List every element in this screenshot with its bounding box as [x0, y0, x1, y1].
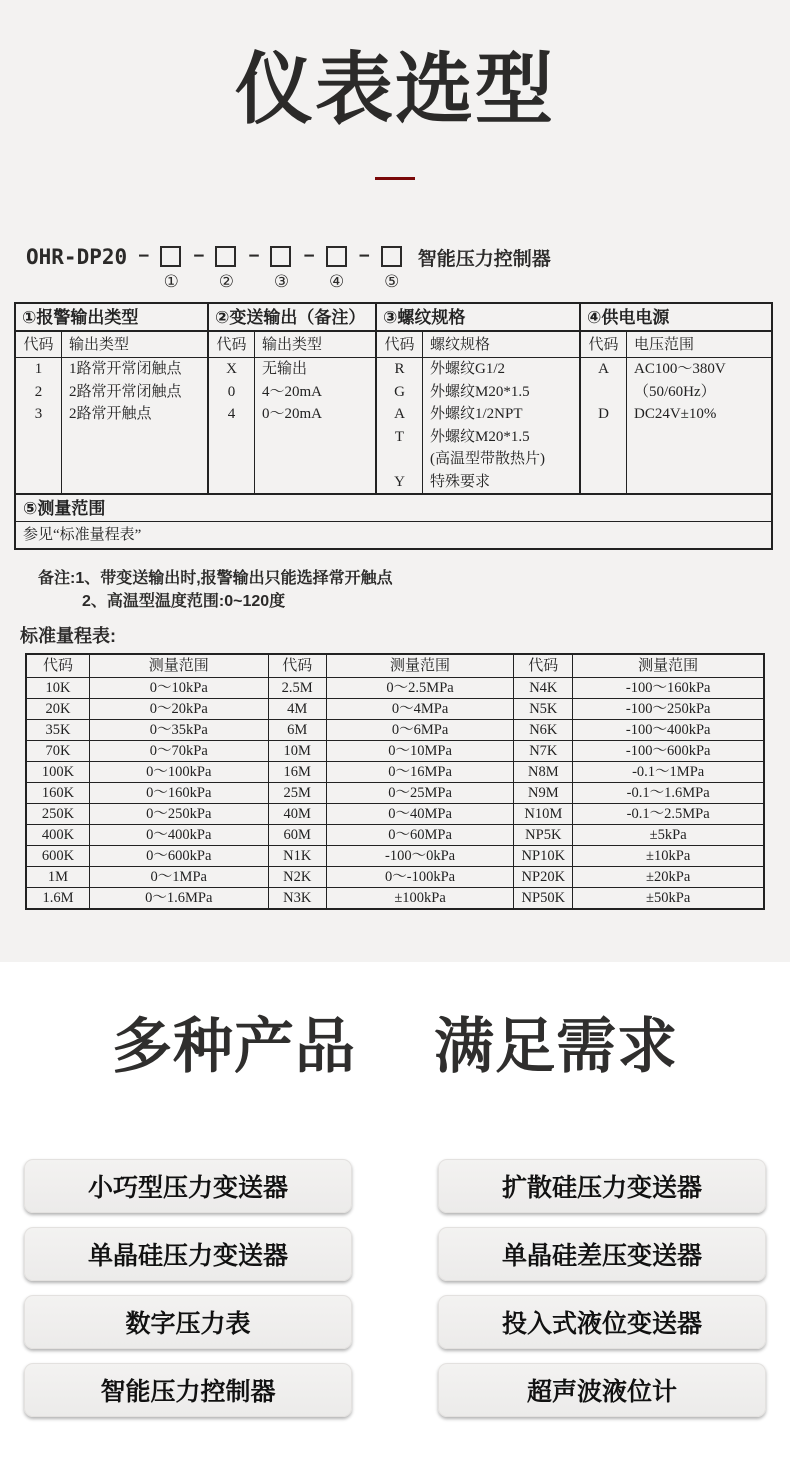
- code-cell: X: [226, 361, 237, 378]
- selection-section: [581, 304, 771, 493]
- standard-range-table: [25, 653, 765, 910]
- model-box-unit: [326, 246, 348, 292]
- range-table-cell: 160K: [26, 783, 89, 804]
- value-cell: 1路常开常闭触点: [69, 361, 182, 378]
- range-table-cell: -100～0kPa: [326, 846, 513, 867]
- section-body: [377, 332, 579, 493]
- range-table-cell: 70K: [26, 741, 89, 762]
- code-cell: D: [598, 406, 609, 423]
- code-cell: T: [394, 428, 405, 445]
- product-button-grid: [24, 1159, 766, 1417]
- range-table-cell: -100～400kPa: [573, 720, 764, 741]
- product-button[interactable]: 超声波液位计: [438, 1363, 766, 1417]
- remark-line-1: 备注:1、带变送输出时,报警输出只能选择常开触点: [38, 570, 393, 588]
- dash-separator: −: [138, 246, 150, 268]
- selection-section: [16, 304, 209, 493]
- products-heading: [0, 1012, 790, 1081]
- range-row-header: ⑤测量范围: [16, 493, 771, 521]
- section-header: ④供电电源: [581, 304, 771, 332]
- range-table-cell: 0～10kPa: [89, 678, 268, 699]
- range-table-cell: NP10K: [514, 846, 573, 867]
- range-table-header-cell: 测量范围: [573, 654, 764, 678]
- value-cell: 特殊要求: [430, 473, 491, 490]
- table-row: [26, 867, 764, 888]
- model-code-row: [26, 242, 790, 292]
- range-table-cell: -0.1～1.6MPa: [573, 783, 764, 804]
- model-prefix: OHR-DP20: [26, 245, 128, 270]
- range-table-cell: 35K: [26, 720, 89, 741]
- product-button[interactable]: 小巧型压力变送器: [24, 1159, 352, 1213]
- value-cell: 无输出: [262, 361, 308, 378]
- range-table-cell: 0～250kPa: [89, 804, 268, 825]
- position-marker: ⑤: [384, 272, 400, 292]
- range-table-cell: NP20K: [514, 867, 573, 888]
- section-header: ②变送输出（备注）: [209, 304, 375, 332]
- remarks: [0, 567, 790, 613]
- table-row: [26, 699, 764, 720]
- section-body: [581, 332, 771, 493]
- value-cell: (高温型带散热片): [430, 451, 545, 468]
- value-cell: （50/60Hz）: [634, 383, 716, 400]
- table-row: [26, 888, 764, 910]
- products-section: [0, 962, 790, 1417]
- product-button[interactable]: 智能压力控制器: [24, 1363, 352, 1417]
- range-table-cell: 25M: [268, 783, 326, 804]
- code-cell: G: [394, 383, 405, 400]
- range-table-cell: 0～60MPa: [326, 825, 513, 846]
- model-code-box: [215, 246, 236, 267]
- range-table-cell: ±10kPa: [573, 846, 764, 867]
- product-button[interactable]: 单晶硅压力变送器: [24, 1227, 352, 1281]
- value-column: [627, 332, 771, 493]
- range-table-cell: 100K: [26, 762, 89, 783]
- value-column-header: 输出类型: [62, 332, 207, 358]
- dash-separator: −: [358, 246, 370, 268]
- range-table-cell: 0～100kPa: [89, 762, 268, 783]
- code-cell: [377, 448, 422, 471]
- position-marker: ①: [163, 272, 179, 292]
- value-cell: 外螺纹M20*1.5: [430, 383, 530, 400]
- model-code-box: [160, 246, 181, 267]
- product-button[interactable]: 扩散硅压力变送器: [438, 1159, 766, 1213]
- range-table-cell: 16M: [268, 762, 326, 783]
- range-table-cell: NP5K: [514, 825, 573, 846]
- model-box-unit: [215, 246, 237, 292]
- range-table-header-row: [26, 654, 764, 678]
- range-table-cell: 0～600kPa: [89, 846, 268, 867]
- model-code-box: [326, 246, 347, 267]
- range-table-title: 标准量程表:: [20, 626, 116, 647]
- remark-line-2: 2、高温型温度范围:0~120度: [82, 593, 286, 611]
- range-table-cell: 250K: [26, 804, 89, 825]
- range-table-cell: -100～250kPa: [573, 699, 764, 720]
- range-table-cell: ±50kPa: [573, 888, 764, 910]
- code-cell: 2: [34, 383, 43, 400]
- code-cell: [581, 381, 626, 404]
- value-cell: 4～20mA: [262, 383, 323, 400]
- range-table-cell: -100～600kPa: [573, 741, 764, 762]
- code-cell: 4: [227, 406, 236, 423]
- range-table-header-cell: 代码: [268, 654, 326, 678]
- value-column: [423, 332, 579, 493]
- selection-section: [209, 304, 377, 493]
- value-cell: 外螺纹G1/2: [430, 361, 506, 378]
- code-column: [581, 332, 627, 493]
- code-column-header: 代码: [209, 332, 254, 358]
- section-body: [16, 332, 207, 493]
- range-table-cell: N3K: [268, 888, 326, 910]
- range-table-header-cell: 代码: [514, 654, 573, 678]
- range-table-cell: 0～25MPa: [326, 783, 513, 804]
- model-box-unit: [270, 246, 292, 292]
- selection-table-sections: [16, 304, 771, 493]
- value-cell: AC100～380V: [634, 361, 726, 378]
- range-table-cell: 6M: [268, 720, 326, 741]
- range-table-cell: 0～-100kPa: [326, 867, 513, 888]
- range-table-cell: 10M: [268, 741, 326, 762]
- code-column: [16, 332, 62, 493]
- range-table-cell: 40M: [268, 804, 326, 825]
- code-column-header: 代码: [16, 332, 61, 358]
- range-table-cell: 0～16MPa: [326, 762, 513, 783]
- range-table-cell: 0～160kPa: [89, 783, 268, 804]
- range-table-cell: 0～6MPa: [326, 720, 513, 741]
- table-row: [26, 762, 764, 783]
- position-marker: ③: [273, 272, 290, 292]
- range-table-cell: N6K: [514, 720, 573, 741]
- table-row: [26, 846, 764, 867]
- value-cell: 外螺纹1/2NPT: [430, 406, 523, 423]
- table-row: [26, 804, 764, 825]
- model-suffix: 智能压力控制器: [417, 248, 551, 270]
- dash-separator: −: [303, 246, 315, 268]
- range-table-cell: N10M: [514, 804, 573, 825]
- table-row: [26, 783, 764, 804]
- model-code-box: [381, 246, 402, 267]
- code-column-header: 代码: [377, 332, 422, 358]
- range-table-cell: -100～160kPa: [573, 678, 764, 699]
- code-cell: 1: [34, 361, 43, 378]
- code-cell: Y: [394, 473, 405, 490]
- range-table-cell: 1.6M: [26, 888, 89, 910]
- value-column-header: 输出类型: [255, 332, 375, 358]
- code-cell: A: [598, 361, 609, 378]
- product-button[interactable]: 数字压力表: [24, 1295, 352, 1349]
- range-table-cell: N2K: [268, 867, 326, 888]
- range-table-cell: -0.1～2.5MPa: [573, 804, 764, 825]
- dash-separator: −: [193, 246, 205, 268]
- range-table-cell: 0～1MPa: [89, 867, 268, 888]
- range-table-cell: 0～2.5MPa: [326, 678, 513, 699]
- range-table-header-cell: 代码: [26, 654, 89, 678]
- range-table-cell: ±20kPa: [573, 867, 764, 888]
- table-row: [26, 720, 764, 741]
- range-table-cell: N9M: [514, 783, 573, 804]
- range-table-cell: 0～70kPa: [89, 741, 268, 762]
- range-table-cell: NP50K: [514, 888, 573, 910]
- value-cell: 2路常开常闭触点: [69, 383, 182, 400]
- value-column: [255, 332, 375, 493]
- product-button[interactable]: 单晶硅差压变送器: [438, 1227, 766, 1281]
- section-header: ①报警输出类型: [16, 304, 207, 332]
- range-table-cell: 60M: [268, 825, 326, 846]
- range-table-body: [26, 678, 764, 910]
- value-cell: 外螺纹M20*1.5: [430, 428, 530, 445]
- range-table-cell: N8M: [514, 762, 573, 783]
- section-body: [209, 332, 375, 493]
- model-box-unit: [381, 246, 403, 292]
- range-table-cell: 0～4MPa: [326, 699, 513, 720]
- position-marker: ②: [218, 272, 234, 292]
- products-heading-right: 满足需求: [434, 1013, 678, 1081]
- range-table-cell: 2.5M: [268, 678, 326, 699]
- range-table-cell: 1M: [26, 867, 89, 888]
- code-cell: A: [394, 406, 405, 423]
- range-table-cell: 0～40MPa: [326, 804, 513, 825]
- range-table-cell: N7K: [514, 741, 573, 762]
- code-cell: 0: [227, 383, 236, 400]
- range-table-cell: 10K: [26, 678, 89, 699]
- code-column: [209, 332, 255, 493]
- table-row: [26, 678, 764, 699]
- range-row-note: 参见“标准量程表”: [16, 521, 771, 548]
- range-table-header-cell: 测量范围: [326, 654, 513, 678]
- range-table-cell: 0～20kPa: [89, 699, 268, 720]
- products-heading-left: 多种产品: [112, 1013, 356, 1081]
- range-table-cell: 0～10MPa: [326, 741, 513, 762]
- value-column: [62, 332, 207, 493]
- model-code-box: [270, 246, 291, 267]
- range-table-cell: -0.1～1MPa: [573, 762, 764, 783]
- range-table-cell: 0～400kPa: [89, 825, 268, 846]
- value-column-header: 螺纹规格: [423, 332, 579, 358]
- section-header: ③螺纹规格: [377, 304, 579, 332]
- value-column-header: 电压范围: [627, 332, 771, 358]
- page-title: 仪表选型: [234, 45, 555, 133]
- range-table-cell: ±100kPa: [326, 888, 513, 910]
- code-cell: R: [394, 361, 405, 378]
- model-box-unit: [160, 246, 182, 292]
- position-marker: ④: [328, 272, 345, 292]
- range-table-cell: 20K: [26, 699, 89, 720]
- selection-section: [377, 304, 581, 493]
- range-table-cell: 4M: [268, 699, 326, 720]
- selection-table: [14, 302, 773, 550]
- code-column-header: 代码: [581, 332, 626, 358]
- range-table-cell: 400K: [26, 825, 89, 846]
- code-cell: 3: [34, 406, 43, 423]
- accent-dash: [375, 177, 415, 180]
- product-button[interactable]: 投入式液位变送器: [438, 1295, 766, 1349]
- range-table-cell: ±5kPa: [573, 825, 764, 846]
- range-table-header-cell: 测量范围: [89, 654, 268, 678]
- range-table-cell: N1K: [268, 846, 326, 867]
- range-table-cell: N5K: [514, 699, 573, 720]
- dash-separator: −: [248, 246, 260, 268]
- value-cell: 2路常开触点: [69, 406, 152, 423]
- range-table-cell: N4K: [514, 678, 573, 699]
- range-table-cell: 0～1.6MPa: [89, 888, 268, 910]
- range-table-cell: 0～35kPa: [89, 720, 268, 741]
- table-row: [26, 741, 764, 762]
- range-table-cell: 600K: [26, 846, 89, 867]
- code-column: [377, 332, 423, 493]
- value-cell: DC24V±10%: [634, 406, 717, 423]
- value-cell: 0～20mA: [262, 406, 323, 423]
- table-row: [26, 825, 764, 846]
